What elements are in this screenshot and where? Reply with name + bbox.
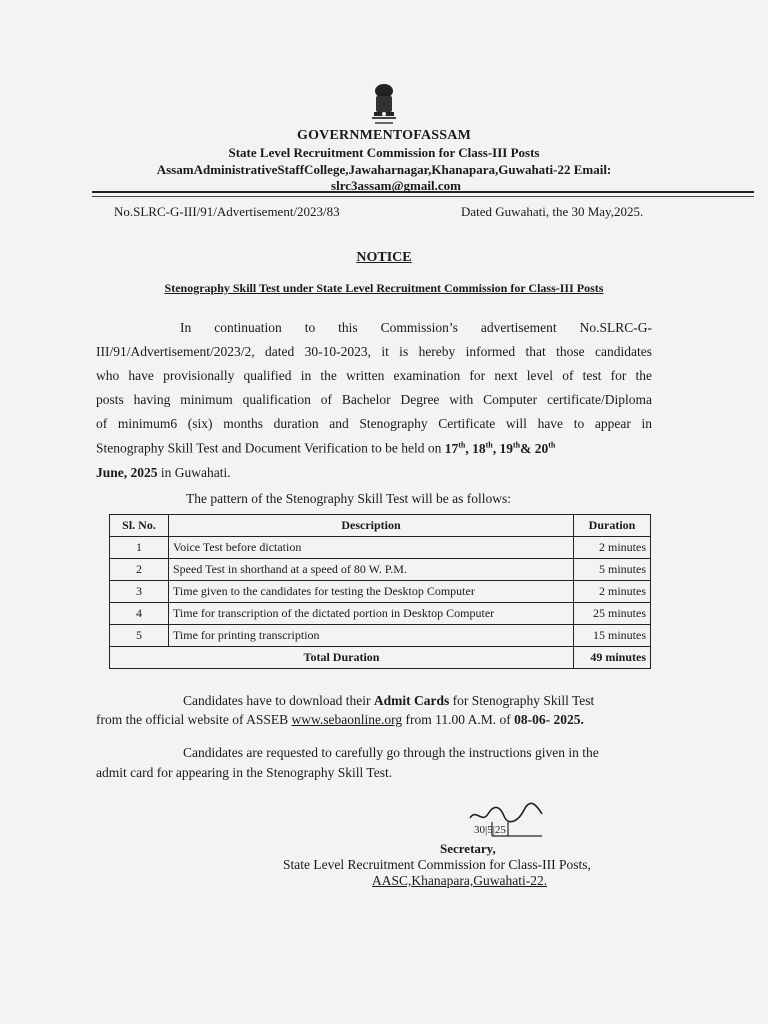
- body-line: Stenography Skill Test and Document Verification to be held on: [96, 440, 442, 456]
- signatory-place: AASC,Khanapara,Guwahati-22.: [372, 873, 548, 888]
- header-rule-thin: [92, 196, 754, 197]
- body-line: posts having minimum qualification of Bachelor Degree with Computer certificate/Diploma: [96, 392, 652, 407]
- row-duration: 2 minutes: [574, 537, 651, 559]
- state-emblem-icon: [362, 82, 406, 128]
- pattern-intro: The pattern of the Stenography Skill Test will be as follows:: [186, 491, 512, 506]
- signature-image: [462, 800, 558, 840]
- table-row: [110, 581, 651, 603]
- svg-text:30|5|25: 30|5|25: [474, 824, 506, 836]
- row-description: Time given to the candidates for testing the Desktop Computer: [169, 581, 574, 603]
- body-line: III/91/Advertisement/2023/2, dated 30-10-2023, it is hereby informed that those candidates: [96, 344, 652, 359]
- pattern-table: [109, 514, 651, 669]
- row-sl: 2: [110, 559, 169, 581]
- instructions-line-2: admit card for appearing in the Stenography Skill Test.: [96, 765, 393, 780]
- row-sl: 3: [110, 581, 169, 603]
- government-name: GOVERNMENTOFASSAM: [296, 128, 471, 143]
- reference-number: No.SLRC-G-III/91/Advertisement/2023/83: [114, 204, 340, 219]
- body-line: who have provisionally qualified in the written examination for next level of test for the: [96, 368, 652, 383]
- row-description: Voice Test before dictation: [169, 537, 574, 559]
- commission-name: State Level Recruitment Commission for Class-III Posts: [228, 145, 540, 160]
- signatory-title: Secretary,: [440, 841, 496, 856]
- table-header-row: [110, 515, 651, 537]
- reference-date: Dated Guwahati, the 30 May,2025.: [461, 204, 644, 219]
- signatory-organisation: State Level Recruitment Commission for Class-III Posts,: [283, 857, 591, 872]
- row-sl: 4: [110, 603, 169, 625]
- row-description: Time for printing transcription: [169, 625, 574, 647]
- total-label: Total Duration: [110, 647, 574, 669]
- admit-download-date: 08-06- 2025.: [514, 712, 584, 727]
- commission-email: slrc3assam@gmail.com: [331, 178, 461, 193]
- table-row: [110, 603, 651, 625]
- row-sl: 5: [110, 625, 169, 647]
- admit-line-2: from the official website of ASSEB www.sebaonline.org from 11.00 A.M. of 08-06- 2025.: [96, 712, 584, 727]
- header-sl-no: Sl. No.: [110, 515, 169, 537]
- row-sl: 1: [110, 537, 169, 559]
- website-link[interactable]: www.sebaonline.org: [291, 712, 403, 727]
- test-dates: 17th, 18th, 19th& 20th: [444, 440, 556, 456]
- admit-cards-term: Admit Cards: [373, 693, 450, 708]
- table-row: [110, 537, 651, 559]
- row-duration: 15 minutes: [574, 625, 651, 647]
- total-value: 49 minutes: [574, 647, 651, 669]
- body-line-dates: [96, 440, 652, 457]
- instructions-line-1: Candidates are requested to carefully go through the instructions given in the: [183, 745, 599, 760]
- table-row: [110, 625, 651, 647]
- header-rule-thick: [92, 191, 754, 193]
- notice-title: NOTICE: [356, 250, 412, 265]
- body-line: of minimum6 (six) months duration and Stenography Certificate will have to appear in: [96, 416, 652, 431]
- header-duration: Duration: [574, 515, 651, 537]
- admit-line-1: Candidates have to download their Admit Cards for Stenography Skill Test: [183, 693, 595, 708]
- row-duration: 25 minutes: [574, 603, 651, 625]
- table-total-row: [110, 647, 651, 669]
- row-duration: 2 minutes: [574, 581, 651, 603]
- test-month-year: June, 2025: [96, 465, 158, 480]
- row-duration: 5 minutes: [574, 559, 651, 581]
- body-line-tail: [96, 465, 652, 481]
- header-description: Description: [169, 515, 574, 537]
- body-line: In continuation to this Commission’s advertisement No.SLRC-G-: [180, 320, 652, 335]
- notice-subject: Stenography Skill Test under State Level Recruitment Commission for Class-III Posts: [164, 281, 604, 295]
- table-row: [110, 559, 651, 581]
- row-description: Speed Test in shorthand at a speed of 80 W. P.M.: [169, 559, 574, 581]
- test-location: in Guwahati.: [157, 465, 231, 480]
- commission-address: AssamAdministrativeStaffCollege,Jawaharnagar,Khanapara,Guwahati-22 Email:: [156, 162, 612, 177]
- row-description: Time for transcription of the dictated portion in Desktop Computer: [169, 603, 574, 625]
